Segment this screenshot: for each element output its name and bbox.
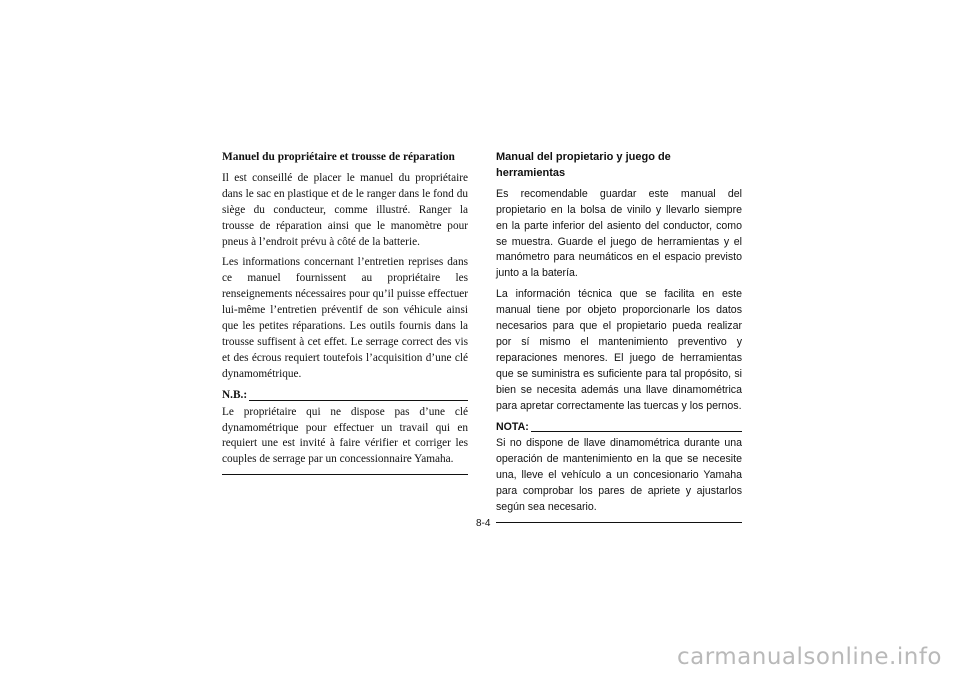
french-note-end-rule xyxy=(222,474,468,475)
page-number: 8-4 xyxy=(476,518,491,529)
spanish-column xyxy=(496,150,742,523)
french-note-label: N.B.: xyxy=(222,388,248,401)
spanish-paragraph-2: La información técnica que se facilita en este manual tiene por objeto proporcionarle los datos necesarios para que el propietario pueda realizar por sí mismo el mantenimiento preventivo y reparaciones menores. El juego de herramientas que se suministra es suficiente para tal propósito, si bien se necesita además una llave dinamométrica para apretar correctamente las tuercas y los pernos. xyxy=(496,288,742,412)
french-note-rule xyxy=(249,400,468,401)
spanish-note-header xyxy=(496,420,742,436)
french-note-header xyxy=(222,388,468,404)
spanish-note-text: Si no dispone de llave dinamométrica durante una operación de mantenimiento en la que se necesite una, lleve el vehículo a un concesionario Yamaha para comprobar los pares de apriete y ajustarlos según sea necesario. xyxy=(496,437,742,514)
french-column xyxy=(222,150,468,475)
french-paragraph-2: Les informations concernant l’entretien reprises dans ce manuel fournissent au propriétaire les renseignements nécessaires pour qu’il puisse effectuer lui-même l’entretien préventif de son véhicule ainsi que les petites réparations. Les outils fournis dans la trousse suffisent à cet effet. Le serrage correct des vis et des écrous requiert toutefois l’acquisition d’une clé dynamométrique. xyxy=(222,256,468,380)
french-paragraph-1: Il est conseillé de placer le manuel du propriétaire dans le sac en plastique et de le ranger dans le fond du siège du conducteur, comme illustré. Ranger la trousse de réparation ainsi que le manomètre pour pneus à l’endroit prévu à côté de la batterie. xyxy=(222,171,468,248)
spanish-note-label: NOTA: xyxy=(496,420,529,433)
site-watermark: carmanualsonline.info xyxy=(676,644,942,670)
french-heading: Manuel du propriétaire et trousse de réparation xyxy=(222,151,455,163)
spanish-paragraph-1: Es recomendable guardar este manual del propietario en la bolsa de vinilo y llevarlo siempre en la parte inferior del asiento del conductor, como se muestra. Guarde el juego de herramientas y el manómetro para neumáticos en el espacio previsto junto a la batería. xyxy=(496,187,742,280)
spanish-heading: Manual del propietario y juego de herramientas xyxy=(496,151,671,179)
french-note-text: Le propriétaire qui ne dispose pas d’une clé dynamométrique pour effectuer un travail qui en requiert une est invité à faire vérifier et corriger les couples de serrage par un concessionnaire Yamaha. xyxy=(222,405,468,466)
spanish-note-end-rule xyxy=(496,522,742,523)
spanish-note-rule xyxy=(531,431,742,432)
